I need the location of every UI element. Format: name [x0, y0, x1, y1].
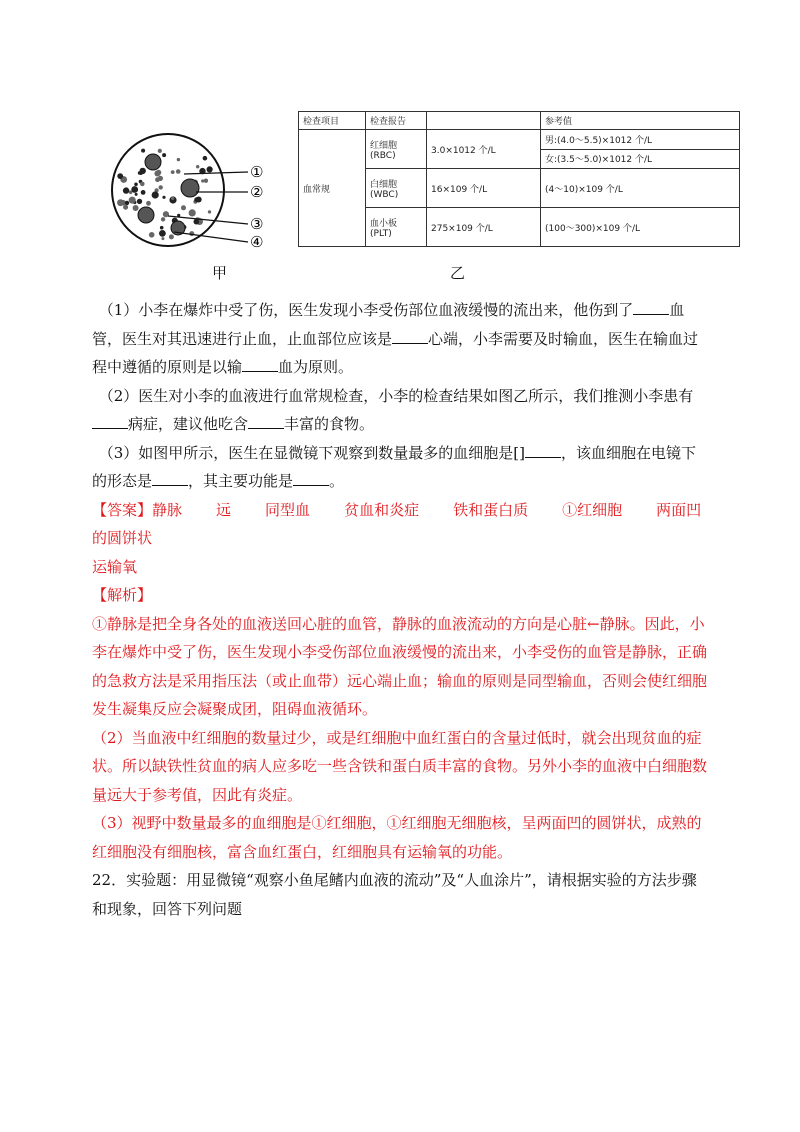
- blood-cell-dot: [204, 179, 208, 183]
- blood-cell-dot: [194, 197, 199, 202]
- blood-cell-dot: [194, 219, 200, 225]
- plt-ref: (100～300)×109 个/L: [541, 208, 740, 247]
- question-content: [92, 296, 710, 923]
- blood-cell-dot: [159, 230, 166, 237]
- wbc-ref: (4～10)×109 个/L: [541, 169, 740, 208]
- header-value: [427, 112, 541, 130]
- plt-name: 血小板 (PLT): [366, 208, 427, 247]
- group-label: 血常规: [299, 130, 366, 247]
- blood-cell-dot: [176, 169, 181, 174]
- question-22: 22．实验题：用显微镜“观察小鱼尾鳍内血液的流动”及“人血涂片”，请根据实验的方法步骤和现象，回答下列问题: [92, 871, 697, 918]
- blood-cell-dot: [133, 205, 139, 211]
- marker-3: ③: [250, 215, 264, 233]
- rbc-ref-male: 男:(4.0～5.5)×1012 个/L: [541, 130, 740, 150]
- blood-cell-dot: [154, 171, 160, 177]
- blood-cell-dot: [161, 217, 165, 221]
- blood-cell-dot: [169, 234, 174, 239]
- blood-cell-dot: [137, 199, 142, 204]
- blood-cell-dot: [207, 166, 213, 172]
- blood-cell-dot: [135, 193, 138, 196]
- wbc-name: 白细胞 (WBC): [366, 169, 427, 208]
- blood-cell-dot: [134, 183, 138, 187]
- blood-cell-dot: [162, 196, 165, 199]
- blood-cell-dot: [159, 185, 163, 189]
- blood-cell-dot: [196, 165, 199, 168]
- blood-cell-dot: [141, 149, 145, 153]
- question-2: （2）医生对小李的血液进行血常规检查，小李的检查结果如图乙所示，我们推测小李患有病症，建议他吃含 丰富的食物。: [92, 382, 710, 439]
- blood-cell-dot: [149, 232, 155, 238]
- blood-cell-dot: [155, 177, 160, 182]
- blood-cell-dot: [171, 197, 174, 200]
- blood-cell-dot: [152, 191, 159, 198]
- rbc-ref-female: 女:(3.5～5.0)×1012 个/L: [541, 149, 740, 169]
- blood-cell-dot: [158, 149, 162, 153]
- blood-cell-dot: [189, 209, 196, 216]
- analysis-label: 【解析】: [92, 586, 153, 604]
- marker-4: ④: [250, 233, 264, 251]
- blood-cell-dot: [160, 226, 164, 230]
- blood-cell-dot: [208, 210, 211, 213]
- blood-cell-dot: [138, 171, 141, 174]
- blood-cell-dot: [129, 197, 136, 204]
- header-reference: 参考值: [541, 112, 740, 130]
- blood-cell-dot: [171, 170, 175, 174]
- blood-cell-dot: [177, 158, 180, 161]
- plt-value: 275×109 个/L: [427, 208, 541, 247]
- blood-cell-dot: [161, 237, 164, 240]
- microscope-view-image: [108, 120, 288, 260]
- blood-cell-dot: [125, 201, 129, 205]
- figure-area: [108, 100, 748, 290]
- analysis-p3: （3）视野中数量最多的血细胞是①红细胞，①红细胞无细胞核，呈两面凹的圆饼状，成熟的红细胞没有细胞核，富含血红蛋白，红细胞具有运输氧的功能。: [92, 814, 702, 861]
- blood-cell-dot: [162, 153, 166, 157]
- marker-2: ②: [250, 183, 264, 201]
- blood-cell-dot: [131, 186, 138, 193]
- header-report: 检查报告: [366, 112, 427, 130]
- analysis-p1: ①静脉是把全身各处的血液送回心脏的血管，静脉的血液流动的方向是心脏←静脉。因此，小李在爆炸中受了伤，医生发现小李受伤部位血液缓慢的流出来，小李受伤的血管是静脉，正确的急救方法是采用指压法（或止血带）远心端止血；输血的原则是同型输血，否则会使红细胞发生凝集反应会凝聚成团，阻碍血液循环。: [92, 614, 708, 718]
- wbc-value: 16×109 个/L: [427, 169, 541, 208]
- question-1: （1）小李在爆炸中受了伤，医生发现小李受伤部位血液缓慢的流出来，他伤到了 血管，医生对其迅速进行止血，止血部位应该是 心端，小李需要及时输血，医生在输血过程中遵循的原则是以输 血为原则。: [92, 301, 699, 376]
- blood-test-table: [298, 111, 740, 247]
- blood-cell-dot: [181, 205, 186, 210]
- marker-1: ①: [250, 163, 264, 181]
- figure-label-yi: 乙: [450, 264, 466, 282]
- rbc-value: 3.0×1012 个/L: [427, 130, 541, 169]
- blood-cell-dot: [123, 187, 129, 193]
- blood-cell-dot: [123, 205, 128, 210]
- blood-cell-dot: [117, 199, 124, 206]
- header-item: 检查项目: [299, 112, 366, 130]
- question-3: （3）如图甲所示，医生在显微镜下观察到数量最多的血细胞是[] ，该血细胞在电镜下的形态是 ，其主要功能是 。: [92, 443, 697, 490]
- blood-cell-dot: [146, 201, 151, 206]
- rbc-name: 红细胞 (RBC): [366, 130, 427, 169]
- blood-cell-dot: [203, 156, 208, 161]
- figure-label-jia: 甲: [212, 264, 228, 282]
- answer-label: 【答案】: [92, 500, 153, 519]
- blood-cell-dot: [141, 190, 146, 195]
- answer-last: 运输氧: [92, 557, 138, 576]
- analysis-p2: （2）当血液中红细胞的数量过少，或是红细胞中血红蛋白的含量过低时，就会出现贫血的症状。所以缺铁性贫血的病人应多吃一些含铁和蛋白质丰富的食物。另外小李的血液中白细胞数量远大于参考值，因此有炎症。: [92, 728, 708, 804]
- blood-cell-dot: [117, 173, 123, 179]
- answer-line: 【答案】静脉 远 同型血 贫血和炎症 铁和蛋白质 ①红细胞 两面凹的圆饼状: [92, 500, 702, 547]
- blood-cell-dot: [140, 182, 145, 187]
